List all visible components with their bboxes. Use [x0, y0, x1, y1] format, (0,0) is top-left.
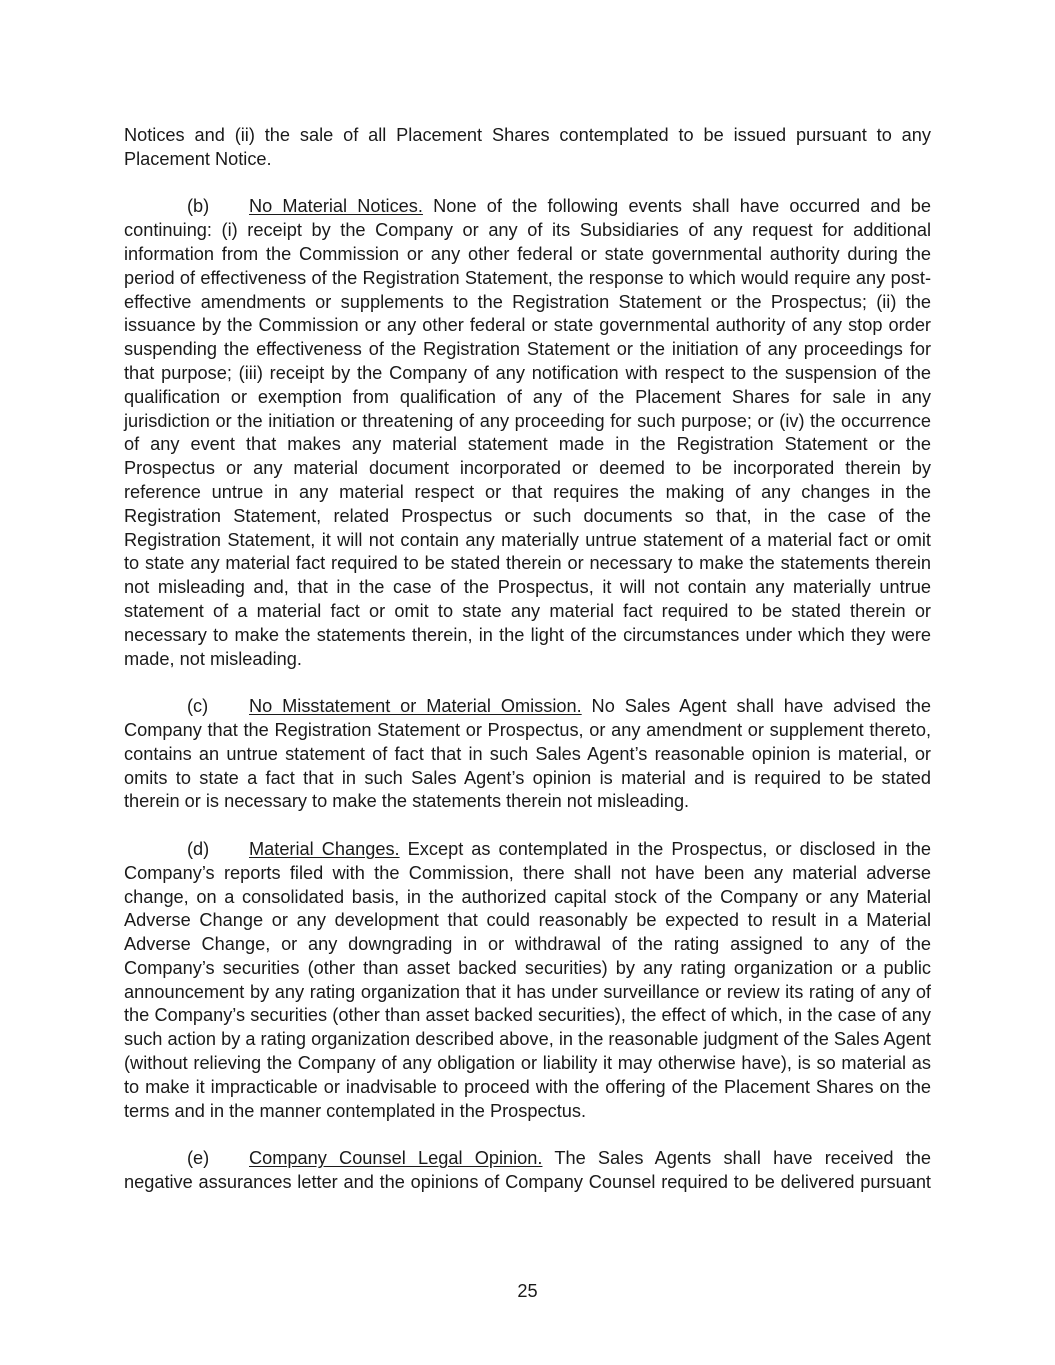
section-c-title: No Misstatement or Material Omission.: [249, 696, 582, 717]
section-b-paragraph: [124, 195, 931, 671]
page-body: [124, 124, 931, 1219]
section-e-title: Company Counsel Legal Opinion.: [249, 1148, 543, 1169]
section-b-title: No Material Notices.: [249, 196, 423, 217]
page-number: 25: [517, 1281, 538, 1301]
section-c-paragraph: [124, 695, 931, 814]
section-e-body: The Sales Agents shall have received the negative assurances letter and the opinions of Company Counsel required to be delivered pursuant: [124, 1148, 931, 1193]
section-d-body: Except as contemplated in the Prospectus, or disclosed in the Company’s reports filed with the Commission, there shall not have been any material adverse change, on a consolidated basis, in the authorized capital stock of the Company or any Material Adverse Change or any development that could reasonably be expected to result in a Material Adverse Change, or any downgrading in or withdrawal of the rating assigned to any of the Company’s securities (other than asset backed securities) by any rating organization or a public announcement by any rating organization that it has under surveillance or review its rating of any of the Company’s securities (other than asset backed securities), the effect of which, in the case of any such action by a rating organization described above, in the reasonable judgment of the Sales Agent (without relieving the Company of any obligation or liability it may otherwise have), is so material as to make it impracticable or inadvisable to proceed with the offering of the Placement Shares on the terms and in the manner contemplated in the Prospectus.: [124, 838, 931, 1121]
section-e-label: (e): [187, 1148, 210, 1169]
section-d-label: (d): [187, 838, 210, 859]
section-c-body: No Sales Agent shall have advised the Company that the Registration Statement or Prospectus, or any amendment or supplement thereto, contains an untrue statement of fact that in such Sales Agent’s reasonable opinion is material, or omits to state a fact that in such Sales Agent’s opinion is material and is required to be stated therein or is necessary to make the statements therein not misleading.: [124, 696, 931, 812]
section-d-title: Material Changes.: [249, 838, 400, 859]
continuation-paragraph: Notices and (ii) the sale of all Placement Shares contemplated to be issued pursuant to any Placement Notice.: [124, 125, 931, 169]
section-b-label: (b): [187, 196, 210, 217]
section-c-label: (c): [187, 696, 209, 717]
section-e-paragraph: [124, 1147, 931, 1195]
section-b-body: None of the following events shall have occurred and be continuing: (i) receipt by the Company or any of its Subsidiaries of any request for additional information from the Commission or any other federal or state governmental authority during the period of effectiveness of the Registration Statement, the response to which would require any post-effective amendments or supplements to the Registration Statement or the Prospectus; (ii) the issuance by the Commission or any other federal or state governmental authority of any stop order suspending the effectiveness of the Registration Statement or the initiation of any proceedings for that purpose; (iii) receipt by the Company of any notification with respect to the suspension of the qualification or exemption from qualification of any of the Placement Shares for sale in any jurisdiction or the initiation or threatening of any proceeding for such purpose; or (iv) the occurrence of any event that makes any material statement made in the Registration Statement or the Prospectus or any material document incorporated or deemed to be incorporated therein by reference untrue in any material respect or that requires the making of any changes in the Registration Statement, related Prospectus or such documents so that, in the case of the Registration Statement, it will not contain any materially untrue statement of a material fact or omit to state any material fact required to be stated therein or necessary to make the statements therein not misleading and, that in the case of the Prospectus, it will not contain any materially untrue statement of a material fact or omit to state any material fact required to be stated therein or necessary to make the statements therein, in the light of the circumstances under which they were made, not misleading.: [124, 196, 931, 669]
section-d-paragraph: [124, 838, 931, 1124]
